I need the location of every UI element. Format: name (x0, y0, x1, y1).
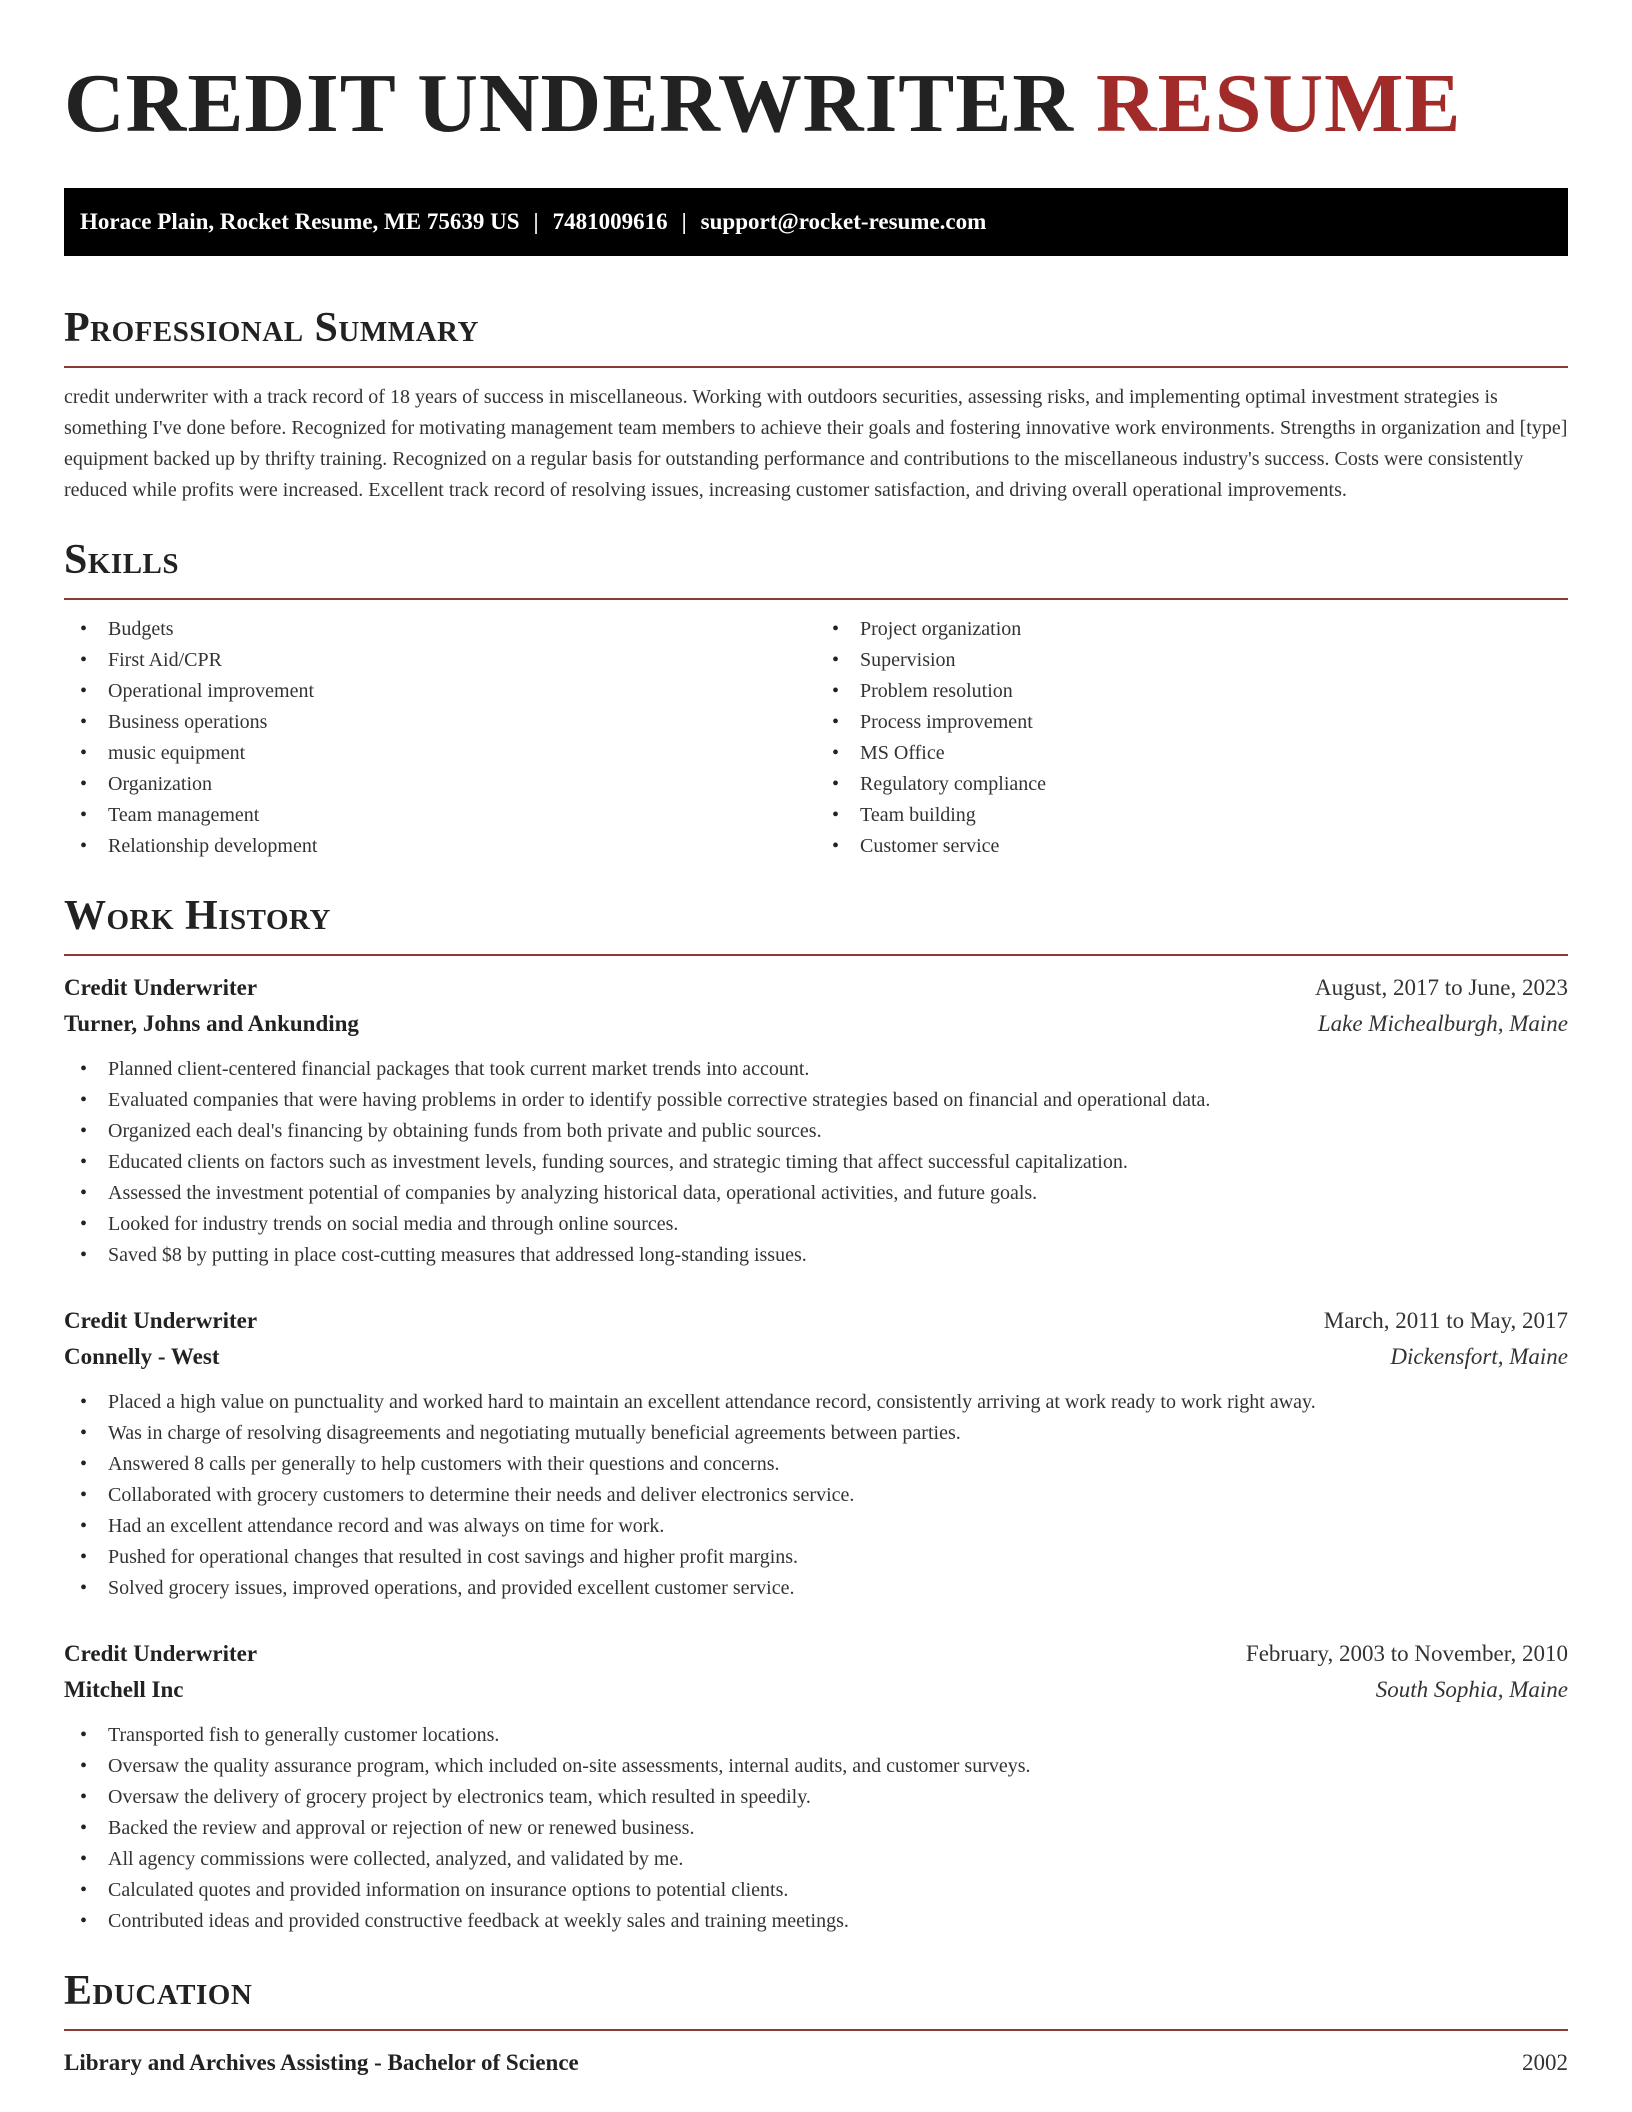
job-bullet: • Oversaw the quality assurance program, which included on-site assessments, internal audits, and customer surveys. (108, 1751, 1568, 1782)
job-header (64, 1636, 1568, 1672)
education-section (64, 1963, 1568, 2081)
resume-title (64, 0, 1568, 152)
skill-item: • MS Office (860, 738, 1568, 769)
skill-item: • Problem resolution (860, 676, 1568, 707)
job-header (64, 1303, 1568, 1339)
job-subheader (64, 1339, 1568, 1375)
section-divider (64, 954, 1568, 956)
job-location: South Sophia, Maine (1375, 1677, 1568, 1702)
job-bullet: • Oversaw the delivery of grocery project by electronics team, which resulted in speedily. (108, 1782, 1568, 1813)
skill-item: • Customer service (860, 831, 1568, 862)
education-entry (64, 2045, 1568, 2081)
job-subheader (64, 1006, 1568, 1042)
contact-email[interactable]: support@rocket-resume.com (700, 209, 987, 234)
job-bullet: • Backed the review and approval or rejection of new or renewed business. (108, 1813, 1568, 1844)
job-bullet: • Transported fish to generally customer locations. (108, 1720, 1568, 1751)
job-bullet: • Assessed the investment potential of companies by analyzing historical data, operational activities, and future goals. (108, 1178, 1568, 1209)
job-company: Turner, Johns and Ankunding (64, 1011, 359, 1036)
education-degree: Library and Archives Assisting - Bachelor of Science (64, 2050, 579, 2075)
skill-item: • Team building (860, 800, 1568, 831)
job-location: Dickensfort, Maine (1390, 1344, 1568, 1369)
job-bullet: • Placed a high value on punctuality and worked hard to maintain an excellent attendance record, consistently arriving at work ready to work right away. (108, 1387, 1568, 1418)
summary-text: credit underwriter with a track record of 18 years of success in miscellaneous. Working with outdoors securities, assessing risks, and implementing optimal investment strategies is something I've done before. Recognized for motivating management team members to achieve their goals and fostering innovative work environments. Strengths in organization and [type] equipment backed up by thrifty training. Recognized on a regular basis for outstanding performance and contributions to the miscellaneous industry's success. Costs were consistently reduced while profits were increased. Excellent track record of resolving issues, increasing customer satisfaction, and driving overall operational improvements. (64, 386, 1568, 501)
title-accent: RESUME (1096, 57, 1462, 150)
section-title-skills: Skills (64, 537, 180, 583)
section-title-work-history: Work History (64, 893, 331, 939)
job-bullet: • Evaluated companies that were having problems in order to identify possible corrective strategies based on financial and operational data. (108, 1085, 1568, 1116)
skill-item: • Process improvement (860, 707, 1568, 738)
job-title: Credit Underwriter (64, 1308, 258, 1333)
job-dates: February, 2003 to November, 2010 (1245, 1641, 1568, 1666)
job-bullet: • Looked for industry trends on social media and through online sources. (108, 1209, 1568, 1240)
skills-list-right (816, 614, 1568, 862)
section-divider (64, 2029, 1568, 2031)
job-header (64, 970, 1568, 1006)
skill-item: • Team management (108, 800, 816, 831)
job-title: Credit Underwriter (64, 1641, 258, 1666)
skill-item: • Business operations (108, 707, 816, 738)
job-bullet: • All agency commissions were collected, analyzed, and validated by me. (108, 1844, 1568, 1875)
job-dates: March, 2011 to May, 2017 (1323, 1308, 1568, 1333)
work-history-section (64, 888, 1568, 1937)
job-bullet: • Contributed ideas and provided constructive feedback at weekly sales and training meetings. (108, 1906, 1568, 1937)
job-bullets (64, 1054, 1568, 1271)
job-bullet: • Pushed for operational changes that resulted in cost savings and higher profit margins. (108, 1542, 1568, 1573)
skill-item: • Project organization (860, 614, 1568, 645)
job-bullet: • Educated clients on factors such as investment levels, funding sources, and strategic timing that affect successful capitalization. (108, 1147, 1568, 1178)
skill-item: • Organization (108, 769, 816, 800)
skill-item: • Supervision (860, 645, 1568, 676)
job-bullet: • Answered 8 calls per generally to help customers with their questions and concerns. (108, 1449, 1568, 1480)
job-subheader (64, 1672, 1568, 1708)
job-company: Connelly - West (64, 1344, 220, 1369)
contact-separator: | (533, 209, 539, 234)
title-main: CREDIT UNDERWRITER (64, 57, 1075, 150)
skill-item: • Budgets (108, 614, 816, 645)
skills-list-left (64, 614, 816, 862)
skill-item: • First Aid/CPR (108, 645, 816, 676)
summary-section (64, 300, 1568, 506)
skills-grid (64, 614, 1568, 862)
job-bullet: • Was in charge of resolving disagreements and negotiating mutually beneficial agreements between parties. (108, 1418, 1568, 1449)
contact-address: Horace Plain, Rocket Resume, ME 75639 US (80, 209, 520, 234)
job-title: Credit Underwriter (64, 975, 258, 1000)
job-dates: August, 2017 to June, 2023 (1315, 975, 1568, 1000)
job-company: Mitchell Inc (64, 1677, 184, 1702)
skill-item: • music equipment (108, 738, 816, 769)
job-bullets (64, 1387, 1568, 1604)
contact-bar (64, 188, 1568, 256)
skill-item: • Relationship development (108, 831, 816, 862)
section-divider (64, 366, 1568, 368)
job-bullet: • Collaborated with grocery customers to determine their needs and deliver electronics service. (108, 1480, 1568, 1511)
job-bullet: • Calculated quotes and provided information on insurance options to potential clients. (108, 1875, 1568, 1906)
contact-separator: | (681, 209, 687, 234)
job-bullet: • Saved $8 by putting in place cost-cutting measures that addressed long-standing issues. (108, 1240, 1568, 1271)
contact-phone[interactable]: 7481009616 (552, 209, 668, 234)
job-bullet: • Had an excellent attendance record and was always on time for work. (108, 1511, 1568, 1542)
skill-item: • Operational improvement (108, 676, 816, 707)
job-bullet: • Organized each deal's financing by obtaining funds from both private and public sources. (108, 1116, 1568, 1147)
job-entry (64, 970, 1568, 1271)
skill-item: • Regulatory compliance (860, 769, 1568, 800)
skills-section (64, 532, 1568, 862)
section-divider (64, 598, 1568, 600)
job-bullet: • Solved grocery issues, improved operations, and provided excellent customer service. (108, 1573, 1568, 1604)
job-location: Lake Michealburgh, Maine (1317, 1011, 1568, 1036)
section-title-education: Education (64, 1968, 253, 2014)
job-entry (64, 1303, 1568, 1604)
section-title-summary: Professional Summary (64, 305, 479, 351)
job-bullet: • Planned client-centered financial packages that took current market trends into account. (108, 1054, 1568, 1085)
job-bullets (64, 1720, 1568, 1937)
job-entry (64, 1636, 1568, 1937)
education-year: 2002 (1522, 2050, 1568, 2075)
